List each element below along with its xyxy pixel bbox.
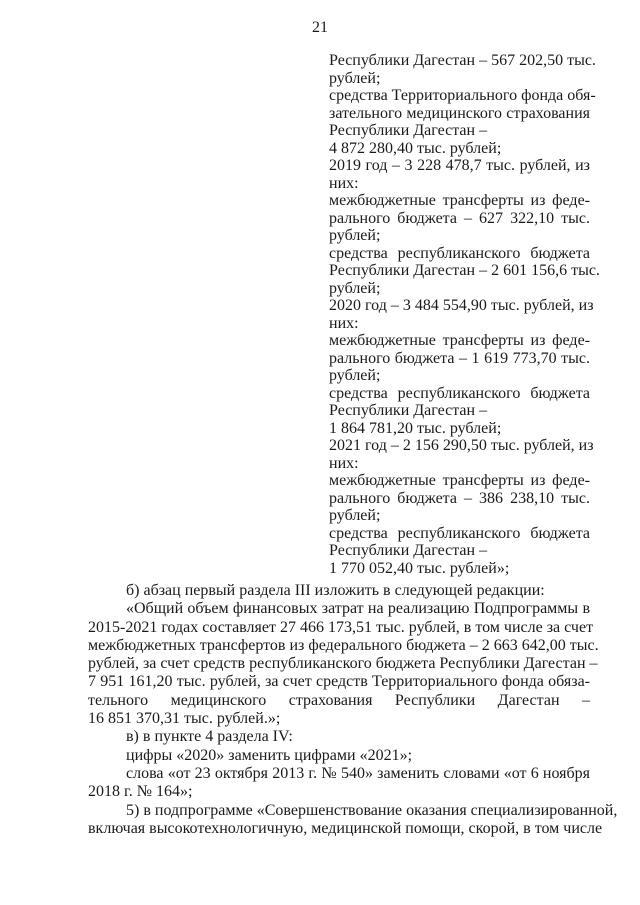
funding-line: межбюджетные трансферты из феде-: [329, 332, 590, 349]
funding-line: рублей;: [329, 227, 381, 244]
paragraph-line: цифры «2020» заменить цифрами «2021»;: [126, 746, 413, 764]
funding-line: средства Территориального фонда обя-: [329, 87, 596, 104]
funding-line: средства республиканского бюджета: [329, 384, 590, 402]
funding-line: Республики Дагестан – 567 202,50 тыс.: [329, 52, 596, 69]
funding-line: межбюджетные трансферты из феде-: [329, 472, 590, 489]
funding-line: них:: [329, 314, 359, 332]
paragraph-line: 16 851 370,31 тыс. рублей.»;: [88, 710, 281, 728]
funding-line: межбюджетные трансферты из феде-: [329, 192, 590, 209]
paragraph-line: включая высокотехнологичную, медицинской помощи, скорой, в том числе: [88, 819, 603, 837]
funding-breakdown-column: [329, 52, 600, 577]
funding-line: Республики Дагестан – 2 601 156,6 тыс.: [329, 262, 600, 279]
paragraph-line: б) абзац первый раздела III изложить в следующей редакции:: [126, 582, 545, 599]
paragraph-line: слова «от 23 октября 2013 г. № 540» заменить словами «от 6 ноября: [126, 764, 590, 782]
funding-line: Республики Дагестан –: [329, 122, 488, 139]
funding-line: средства республиканского бюджета: [329, 524, 590, 542]
funding-line: 1 770 052,40 тыс. рублей»;: [329, 559, 510, 577]
funding-line: зательного медицинского страхования: [329, 104, 590, 122]
funding-line: 1 864 781,20 тыс. рублей;: [329, 419, 502, 437]
funding-line: них:: [329, 454, 359, 472]
funding-line: них:: [329, 174, 359, 192]
paragraph-line: 2018 г. № 164»;: [88, 783, 193, 801]
paragraph-line: тельного медицинского страхования Республики Дагестан –: [88, 691, 590, 709]
page-number: 21: [312, 19, 328, 36]
funding-line: Республики Дагестан –: [329, 542, 488, 559]
paragraph-line: межбюджетных трансфертов из федерального бюджета – 2 663 642,00 тыс.: [88, 636, 599, 654]
funding-line: рублей;: [329, 69, 381, 87]
funding-line: рального бюджета – 1 619 773,70 тыс.: [329, 349, 590, 367]
paragraph-line: «Общий объем финансовых затрат на реализацию Подпрограммы в: [126, 600, 590, 618]
paragraph-line: в) в пункте 4 раздела IV:: [126, 728, 293, 746]
funding-line: рального бюджета – 386 238,10 тыс.: [329, 489, 590, 507]
paragraph-line: 5) в подпрограмме «Совершенствование оказания специализированной,: [126, 801, 618, 819]
paragraph-line: 7 951 161,20 тыс. рублей, за счет средств Территориального фонда обяза-: [88, 673, 590, 691]
funding-line: 2020 год – 3 484 554,90 тыс. рублей, из: [329, 297, 594, 314]
funding-line: Республики Дагестан –: [329, 402, 488, 419]
funding-line: рублей;: [329, 279, 381, 297]
funding-line: рального бюджета – 627 322,10 тыс.: [329, 209, 590, 227]
funding-line: средства республиканского бюджета: [329, 244, 590, 262]
funding-line: рублей;: [329, 367, 381, 384]
funding-line: 4 872 280,40 тыс. рублей;: [329, 139, 502, 157]
paragraph-line: 2015-2021 годах составляет 27 466 173,51 тыс. рублей, в том числе за счет: [88, 618, 594, 636]
funding-line: рублей;: [329, 507, 381, 524]
amendment-text: [88, 582, 618, 838]
paragraph-line: рублей, за счет средств республиканского бюджета Республики Дагестан –: [88, 655, 598, 673]
funding-line: 2019 год – 3 228 478,7 тыс. рублей, из: [329, 157, 590, 174]
funding-line: 2021 год – 2 156 290,50 тыс. рублей, из: [329, 437, 594, 454]
